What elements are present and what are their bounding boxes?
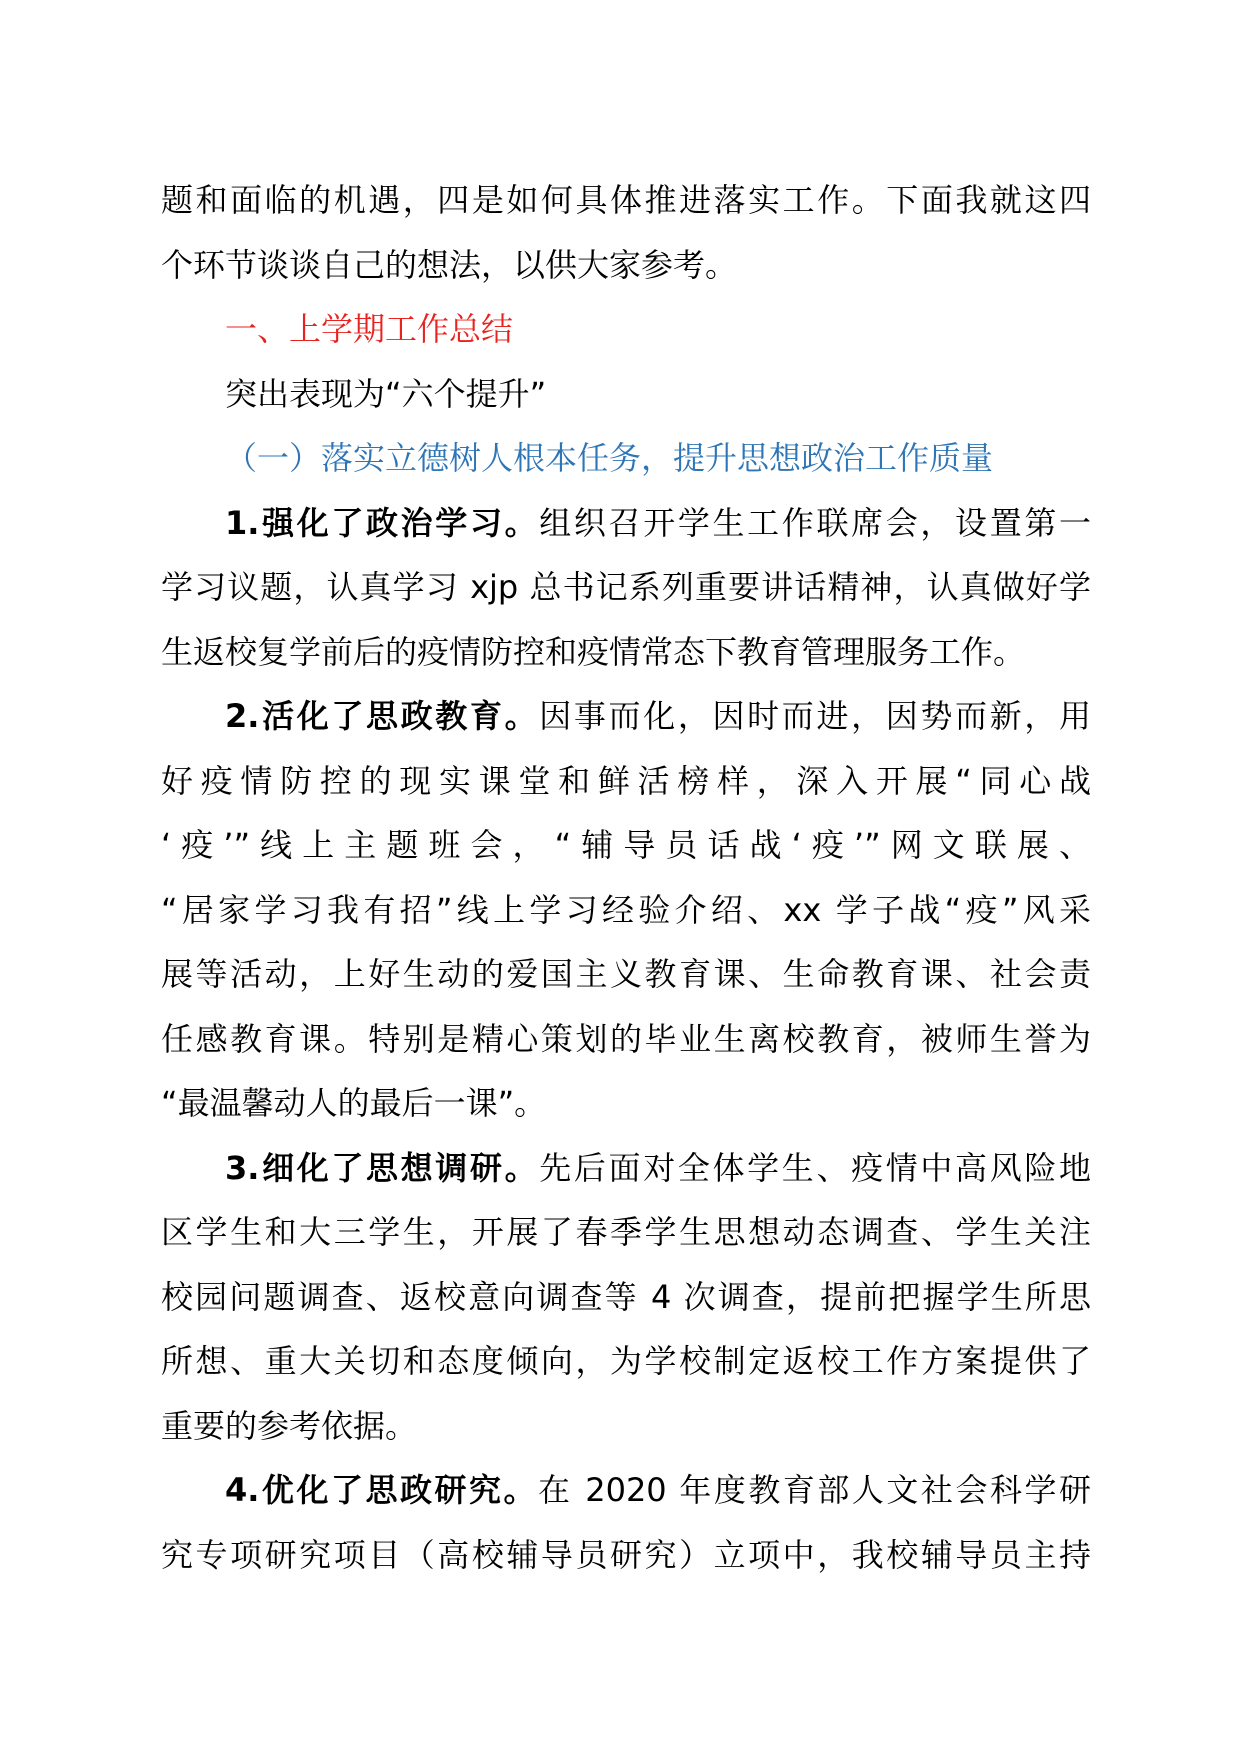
item-1-lead: 1.强化了政治学习。 [225, 503, 540, 542]
item-2-line: “居家学习我有招”线上学习经验介绍、xx 学子战“疫”风采 [161, 890, 1091, 929]
section-heading: 一、上学期工作总结 [225, 310, 514, 348]
item-1-line: 生返校复学前后的疫情防控和疫情常态下教育管理服务工作。 [161, 632, 1026, 671]
item-3-line: 区学生和大三学生，开展了春季学生思想动态调查、学生关注 [161, 1213, 1091, 1251]
item-3-lead: 3.细化了思想调研。 [225, 1148, 540, 1187]
item-3-line: 重要的参考依据。 [161, 1406, 418, 1445]
item-2-first-line [161, 684, 1091, 749]
item-2-line: 好疫情防控的现实课堂和鲜活榜样，深入开展“同心战 [161, 761, 1091, 800]
item-2-line: “最温馨动人的最后一课”。 [161, 1084, 547, 1122]
item-1-line: 学习议题，认真学习 xjp 总书记系列重要讲话精神，认真做好学 [161, 568, 1091, 606]
item-2-first-line-text: 因事而化，因时而进，因势而新，用 [539, 697, 1091, 735]
item-1-first-line-text: 组织召开学生工作联席会，设置第一 [539, 503, 1091, 542]
document-page [161, 168, 1091, 1587]
item-4-line: 究专项研究项目（高校辅导员研究）立项中，我校辅导员主持 [161, 1535, 1091, 1574]
item-4-first-line-text: 在 2020 年度教育部人文社会科学研 [538, 1471, 1091, 1509]
item-3-line: 所想、重大关切和态度倾向，为学校制定返校工作方案提供了 [161, 1342, 1091, 1380]
item-2-line: ‘疫’”线上主题班会，“辅导员话战‘疫’”网文联展、 [161, 826, 1091, 864]
item-3-first-line-text: 先后面对全体学生、疫情中高风险地 [539, 1148, 1091, 1187]
section-summary: 突出表现为“六个提升” [225, 374, 547, 413]
item-3-line: 校园问题调查、返校意向调查等 4 次调查，提前把握学生所思 [161, 1277, 1091, 1316]
item-4-first-line [161, 1458, 1091, 1523]
intro-line-1: 题和面临的机遇，四是如何具体推进落实工作。下面我就这四 [161, 181, 1091, 219]
item-2-line: 任感教育课。特别是精心策划的毕业生离校教育，被师生誉为 [161, 1019, 1091, 1058]
subsection-heading: （一）落实立德树人根本任务，提升思想政治工作质量 [225, 439, 994, 477]
item-2-line: 展等活动，上好生动的爱国主义教育课、生命教育课、社会责 [161, 955, 1091, 993]
item-1-first-line [161, 491, 1091, 556]
item-3-first-line [161, 1136, 1091, 1201]
item-4-lead: 4.优化了思政研究。 [225, 1471, 539, 1509]
item-2-lead: 2.活化了思政教育。 [225, 697, 540, 735]
intro-line-2: 个环节谈谈自己的想法，以供大家参考。 [161, 245, 738, 284]
